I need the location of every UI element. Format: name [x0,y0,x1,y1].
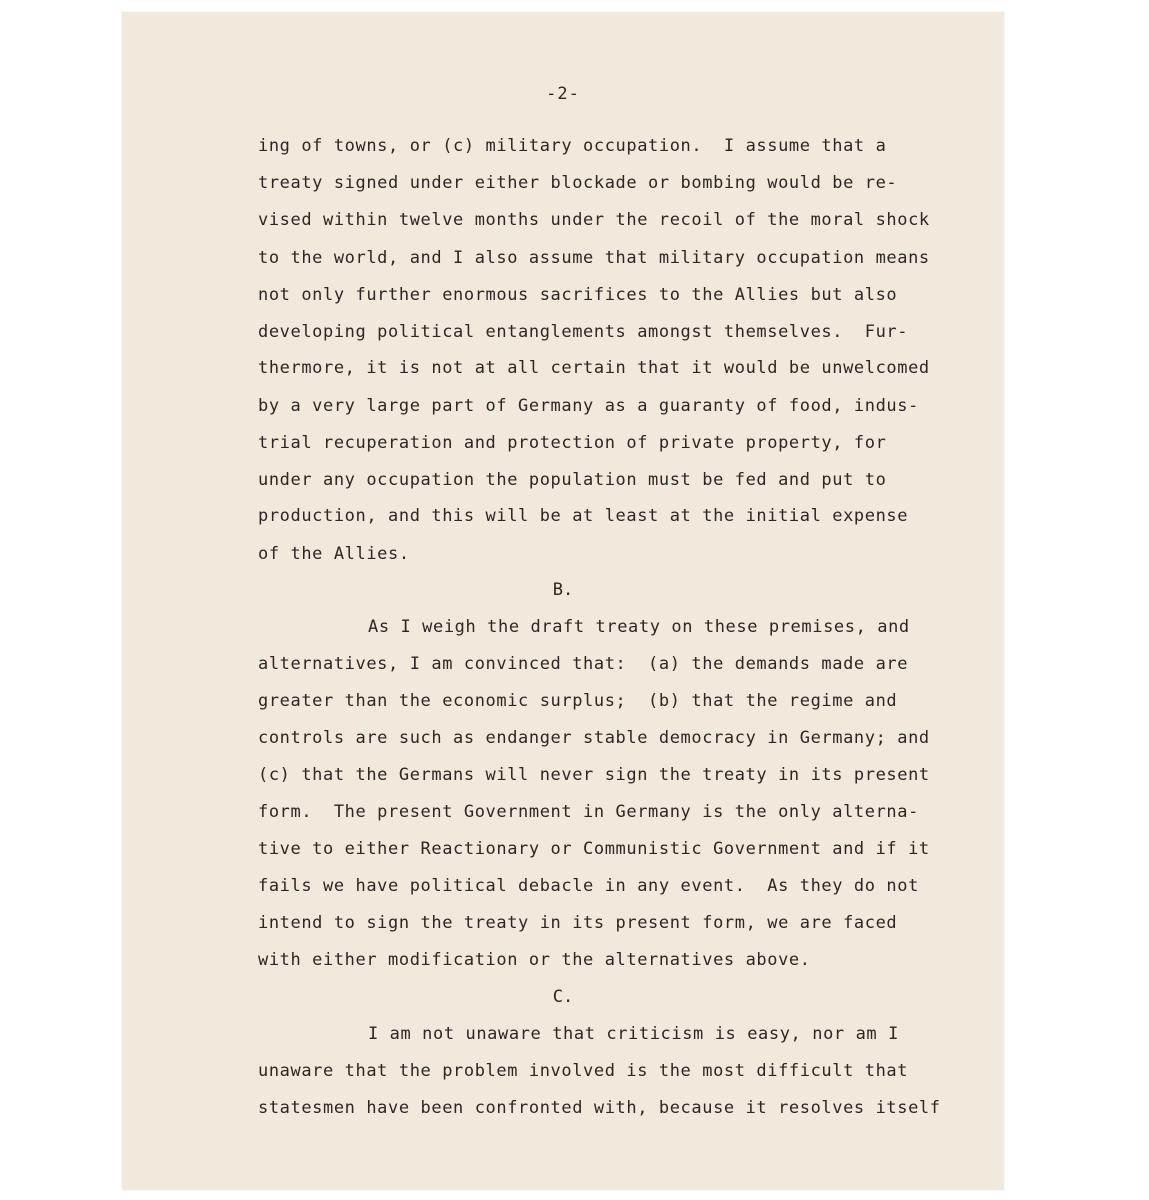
text-line: with either modification or the alternatives above. [258,950,811,970]
text-line: statesmen have been confronted with, because it resolves itself [258,1098,941,1118]
section-heading-c: C. [552,987,574,1007]
text-line: under any occupation the population must be fed and put to [258,470,887,490]
text-line: not only further enormous sacrifices to the Allies but also [258,285,898,305]
text-line: unaware that the problem involved is the most difficult that [258,1061,909,1081]
text-line: thermore, it is not at all certain that it would be unwelcomed [258,358,930,378]
text-line: (c) that the Germans will never sign the treaty in its present [258,765,930,785]
text-line: form. The present Government in Germany is the only alterna- [258,802,919,822]
text-line: trial recuperation and protection of private property, for [258,433,887,453]
text-line: ing of towns, or (c) military occupation. I assume that a [258,136,887,156]
text-line: of the Allies. [258,544,410,564]
text-line: by a very large part of Germany as a guaranty of food, indus- [258,396,919,416]
document-page [122,12,1004,1190]
text-line: tive to either Reactionary or Communistic Government and if it [258,839,930,859]
text-line: As I weigh the draft treaty on these premises, and [368,617,910,637]
text-line: production, and this will be at least at the initial expense [258,506,909,526]
text-line: intend to sign the treaty in its present form, we are faced [258,913,898,933]
text-line: developing political entanglements amongst themselves. Fur- [258,322,909,342]
section-heading-b: B. [552,580,574,600]
text-line: controls are such as endanger stable democracy in Germany; and [258,728,930,748]
text-line: greater than the economic surplus; (b) that the regime and [258,691,898,711]
text-line: treaty signed under either blockade or bombing would be re- [258,173,898,193]
page-number: -2- [546,84,580,104]
text-line: alternatives, I am convinced that: (a) the demands made are [258,654,909,674]
text-line: I am not unaware that criticism is easy, nor am I [368,1024,899,1044]
text-line: to the world, and I also assume that military occupation means [258,248,930,268]
text-line: fails we have political debacle in any event. As they do not [258,876,919,896]
text-line: vised within twelve months under the recoil of the moral shock [258,210,930,230]
